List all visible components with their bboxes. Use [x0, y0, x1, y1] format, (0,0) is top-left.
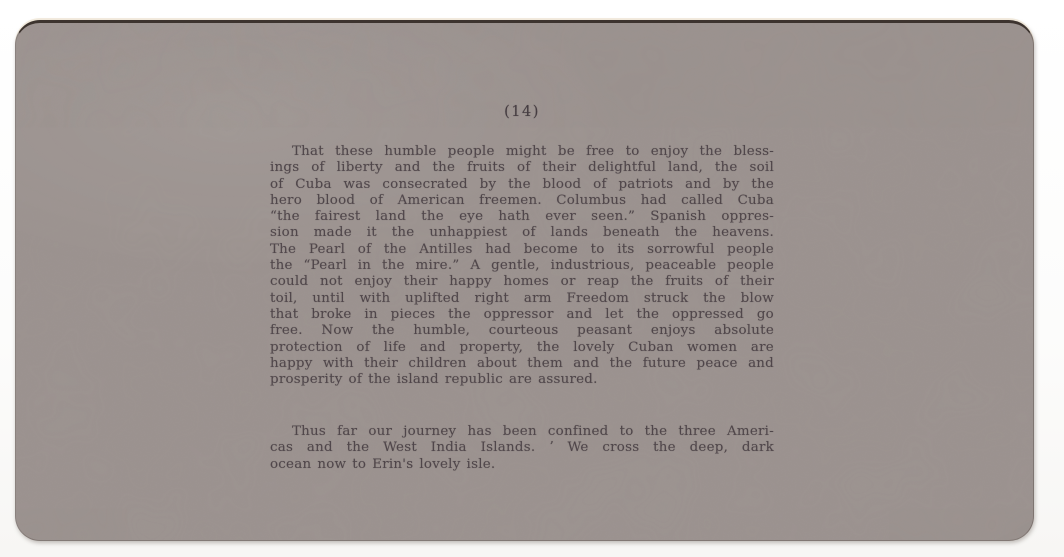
text-line: sion made it the unhappiest of lands beneath the heavens.: [270, 225, 774, 241]
text-line: hero blood of American freemen. Columbus had called Cuba: [270, 192, 774, 208]
stereocard-back: [15, 20, 1034, 541]
caption-paragraph-2: [270, 424, 774, 473]
text-line: cas and the West India Islands. ʼ We cross the deep, dark: [270, 440, 774, 456]
text-line: Thus far our journey has been confined to the three Ameri-: [292, 424, 774, 439]
text-line: protection of life and property, the lovely Cuban women are: [270, 339, 774, 355]
text-line: happy with their children about them and the future peace and: [270, 355, 774, 371]
text-line: that broke in pieces the oppressor and let the oppressed go: [270, 306, 774, 322]
text-line: could not enjoy their happy homes or reap the fruits of their: [270, 274, 774, 290]
caption-paragraph-1: [270, 144, 774, 388]
text-line: free. Now the humble, courteous peasant enjoys absolute: [270, 323, 774, 339]
text-line: ings of liberty and the fruits of their delightful land, the soil: [270, 160, 774, 176]
text-line: “the fairest land the eye hath ever seen.” Spanish oppres-: [270, 209, 774, 225]
text-line: toil, until with uplifted right arm Freedom struck the blow: [270, 290, 774, 306]
page-number: (14): [504, 104, 540, 120]
text-line: prosperity of the island republic are assured.: [270, 372, 598, 388]
text-line: ocean now to Erin's lovely isle.: [270, 456, 496, 472]
text-line: The Pearl of the Antilles had become to its sorrowful people: [270, 241, 774, 257]
text-line: That these humble people might be free to enjoy the bless-: [292, 144, 774, 159]
text-line: the “Pearl in the mire.” A gentle, industrious, peaceable people: [270, 258, 774, 274]
text-line: of Cuba was consecrated by the blood of patriots and by the: [270, 176, 774, 192]
